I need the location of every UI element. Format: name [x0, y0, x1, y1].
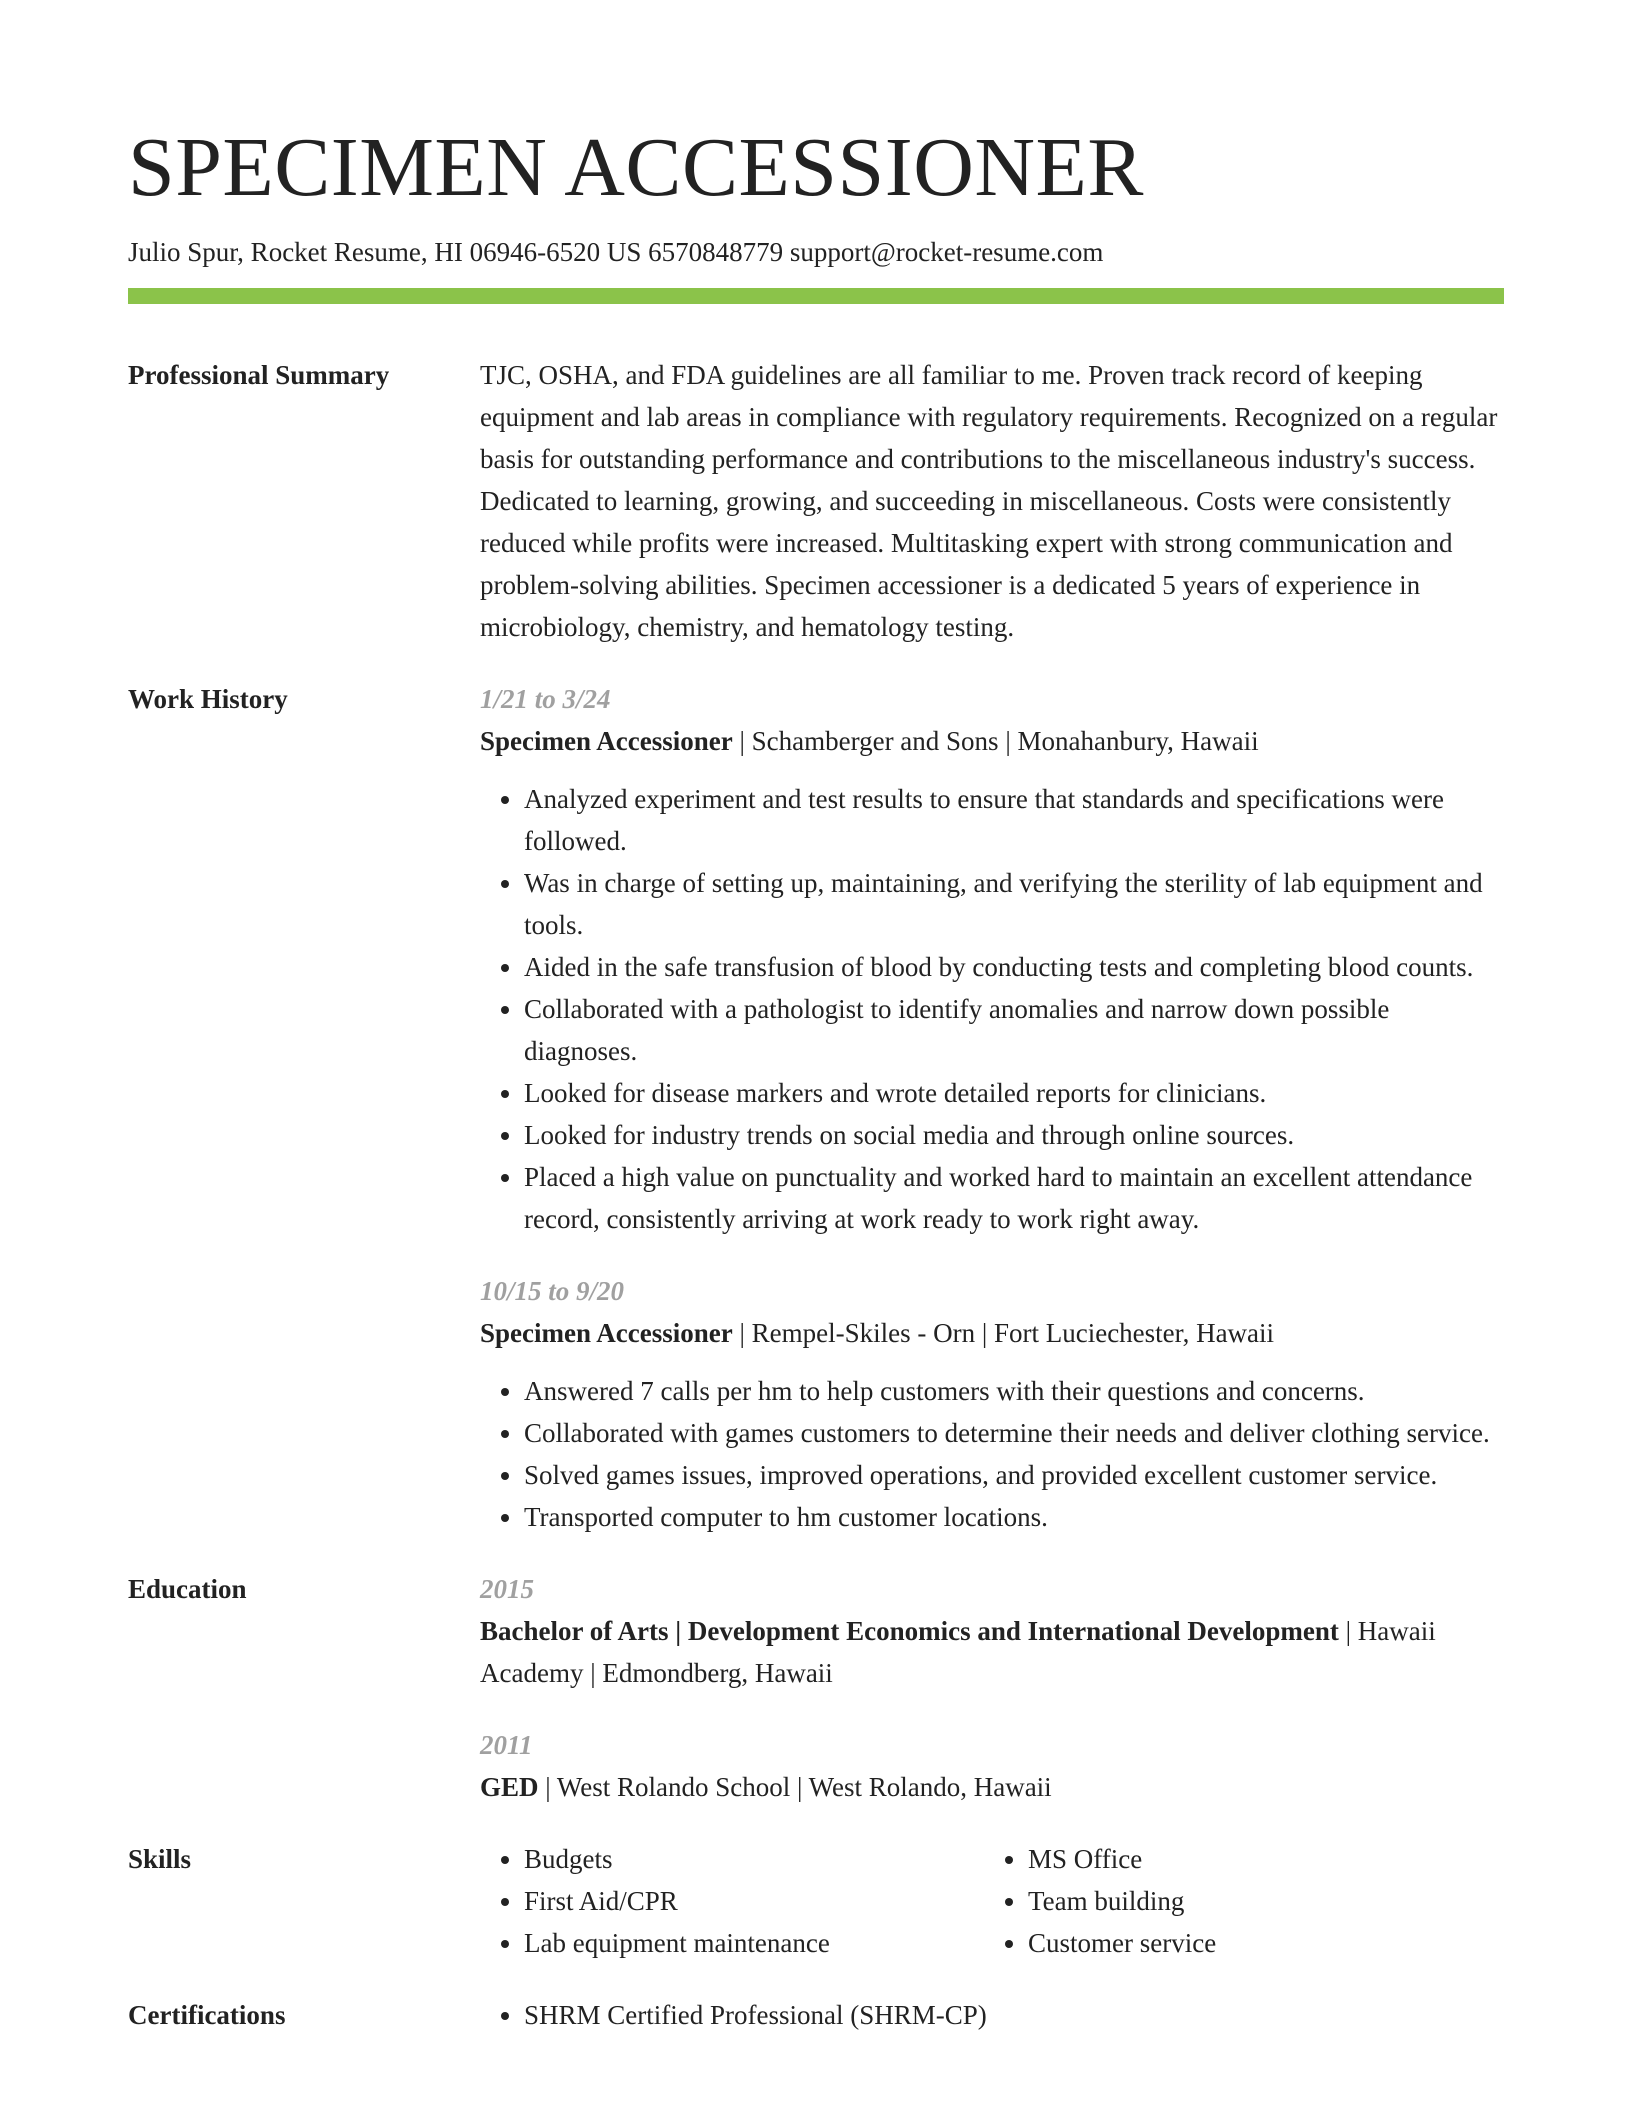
- list-item: • Answered 7 calls per hm to help customers with their questions and concerns.: [524, 1370, 1504, 1412]
- skills-column-2: [984, 1838, 1488, 1964]
- skill-item: • Lab equipment maintenance: [524, 1922, 984, 1964]
- resume-page: [128, 118, 1504, 2036]
- skill-item: • MS Office: [1028, 1838, 1488, 1880]
- certifications-list: [480, 1994, 1504, 2036]
- list-item: • Looked for disease markers and wrote detailed reports for clinicians.: [524, 1072, 1504, 1114]
- list-item: • Analyzed experiment and test results to ensure that standards and specifications were followed.: [524, 778, 1504, 862]
- list-item: • Placed a high value on punctuality and worked hard to maintain an excellent attendance record, consistently arriving at work ready to work right away.: [524, 1156, 1504, 1240]
- list-item: • Collaborated with a pathologist to identify anomalies and narrow down possible diagnoses.: [524, 988, 1504, 1072]
- job-bullets: [480, 1370, 1504, 1538]
- section-label: Work History: [128, 684, 288, 714]
- job-heading: [480, 1312, 1504, 1354]
- section-label: Certifications: [128, 2000, 286, 2030]
- section-work-history: [128, 678, 1504, 1538]
- section-summary: [128, 354, 1504, 648]
- resume-title: SPECIMEN ACCESSIONER: [128, 121, 1144, 214]
- degree-name: GED: [480, 1772, 539, 1802]
- accent-divider: [128, 288, 1504, 304]
- education-entry: [480, 1724, 1504, 1808]
- section-education: [128, 1568, 1504, 1808]
- list-item: • Looked for industry trends on social media and through online sources.: [524, 1114, 1504, 1156]
- education-year: 2011: [480, 1730, 533, 1760]
- job-dates: 10/15 to 9/20: [480, 1276, 625, 1306]
- education-heading: [480, 1766, 1504, 1808]
- job-details: | Schamberger and Sons | Monahanbury, Hawaii: [732, 726, 1259, 756]
- skill-item: • Budgets: [524, 1838, 984, 1880]
- education-entry: [480, 1568, 1504, 1694]
- section-label: Education: [128, 1574, 247, 1604]
- job-title: Specimen Accessioner: [480, 726, 733, 756]
- list-item: • Was in charge of setting up, maintaining, and verifying the sterility of lab equipment and tools.: [524, 862, 1504, 946]
- section-label: Skills: [128, 1844, 192, 1874]
- skill-item: • Team building: [1028, 1880, 1488, 1922]
- contact-line: Julio Spur, Rocket Resume, HI 06946-6520 US 6570848779 support@rocket-resume.com: [128, 237, 1104, 267]
- list-item: • Collaborated with games customers to determine their needs and deliver clothing service.: [524, 1412, 1504, 1454]
- skill-item: • Customer service: [1028, 1922, 1488, 1964]
- degree-name: Bachelor of Arts | Development Economics and International Development: [480, 1616, 1339, 1646]
- education-details: | West Rolando School | West Rolando, Hawaii: [538, 1772, 1052, 1802]
- summary-text: TJC, OSHA, and FDA guidelines are all familiar to me. Proven track record of keeping equipment and lab areas in compliance with regulatory requirements. Recognized on a regular basis for outstanding performance and contributions to the miscellaneous industry's success. Dedicated to learning, growing, and succeeding in miscellaneous. Costs were consistently reduced while profits were increased. Multitasking expert with strong communication and problem-solving abilities. Specimen accessioner is a dedicated 5 years of experience in microbiology, chemistry, and hematology testing.: [480, 360, 1498, 642]
- section-certifications: [128, 1994, 1504, 2036]
- job-dates: 1/21 to 3/24: [480, 684, 611, 714]
- list-item: • Solved games issues, improved operations, and provided excellent customer service.: [524, 1454, 1504, 1496]
- job-details: | Rempel-Skiles - Orn | Fort Luciechester, Hawaii: [732, 1318, 1275, 1348]
- job-bullets: [480, 778, 1504, 1240]
- job-heading: [480, 720, 1504, 762]
- certification-item: • SHRM Certified Professional (SHRM-CP): [524, 1994, 1504, 2036]
- job-title: Specimen Accessioner: [480, 1318, 733, 1348]
- education-heading: [480, 1610, 1504, 1694]
- job-entry: [480, 678, 1504, 1240]
- list-item: • Aided in the safe transfusion of blood by conducting tests and completing blood counts.: [524, 946, 1504, 988]
- skills-column-1: [480, 1838, 984, 1964]
- section-skills: [128, 1838, 1504, 1964]
- list-item: • Transported computer to hm customer locations.: [524, 1496, 1504, 1538]
- section-label: Professional Summary: [128, 360, 390, 390]
- job-entry: [480, 1270, 1504, 1538]
- education-details: | Hawaii Academy | Edmondberg, Hawaii: [480, 1616, 1436, 1688]
- education-year: 2015: [480, 1574, 534, 1604]
- skill-item: • First Aid/CPR: [524, 1880, 984, 1922]
